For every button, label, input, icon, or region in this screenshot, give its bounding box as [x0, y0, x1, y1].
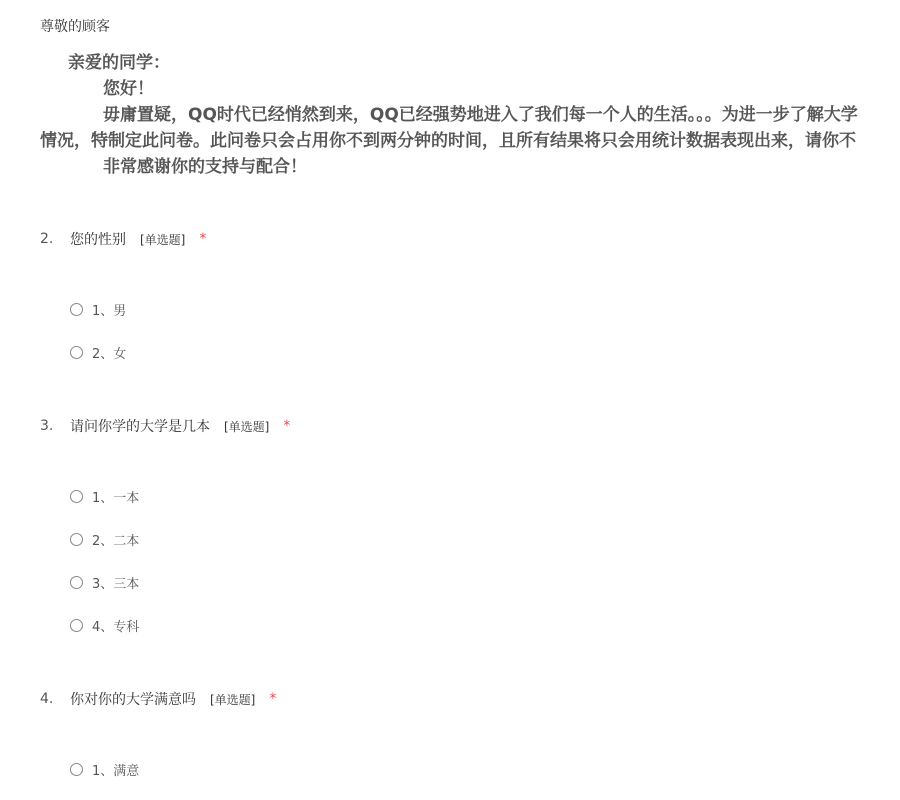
question-number: 3.: [40, 418, 54, 434]
radio-icon[interactable]: [70, 303, 83, 316]
question-text: 您的性别: [70, 232, 126, 248]
question-number: 4.: [40, 691, 54, 707]
option-label: 1、满意: [92, 764, 140, 779]
option-label: 1、一本: [92, 491, 140, 506]
radio-icon[interactable]: [70, 346, 83, 359]
option-junior-college[interactable]: [70, 616, 139, 635]
required-marker: *: [269, 691, 277, 707]
intro-line: 亲爱的同学：: [68, 53, 170, 73]
radio-icon[interactable]: [70, 619, 83, 632]
option-male[interactable]: [70, 300, 126, 319]
intro-line: 您好！: [103, 79, 154, 99]
question-text: 你对你的大学满意吗: [70, 692, 196, 708]
intro-text: [40, 50, 900, 180]
question-type: [单选题]: [224, 419, 270, 434]
radio-icon[interactable]: [70, 533, 83, 546]
option-label: 2、二本: [92, 534, 140, 549]
greeting-text: 尊敬的顾客: [40, 19, 110, 35]
question-2-title: [40, 229, 206, 249]
intro-line: 毋庸置疑，QQ时代已经悄然到来，QQ已经强势地进入了我们每一个人的生活。。。为进一步了解大学: [103, 105, 858, 125]
option-label: 1、男: [92, 304, 127, 319]
option-female[interactable]: [70, 343, 126, 362]
radio-icon[interactable]: [70, 576, 83, 589]
question-4-title: [40, 689, 276, 709]
required-marker: *: [283, 418, 291, 434]
option-label: 2、女: [92, 347, 127, 362]
option-tier-1[interactable]: [70, 487, 139, 506]
question-type: [单选题]: [210, 692, 256, 707]
option-tier-3[interactable]: [70, 573, 139, 592]
option-tier-2[interactable]: [70, 530, 139, 549]
option-label: 4、专科: [92, 620, 140, 635]
intro-line: 非常感谢你的支持与配合！: [103, 157, 307, 177]
required-marker: *: [199, 231, 207, 247]
radio-icon[interactable]: [70, 763, 83, 776]
question-text: 请问你学的大学是几本: [70, 419, 210, 435]
radio-icon[interactable]: [70, 490, 83, 503]
option-label: 3、三本: [92, 577, 140, 592]
option-satisfied[interactable]: [70, 760, 139, 779]
question-3-title: [40, 416, 290, 436]
question-number: 2.: [40, 231, 54, 247]
intro-line: 情况，特制定此问卷。此问卷只会占用你不到两分钟的时间，且所有结果将只会用统计数据表现出来，请你不: [40, 131, 856, 151]
question-type: [单选题]: [140, 232, 186, 247]
